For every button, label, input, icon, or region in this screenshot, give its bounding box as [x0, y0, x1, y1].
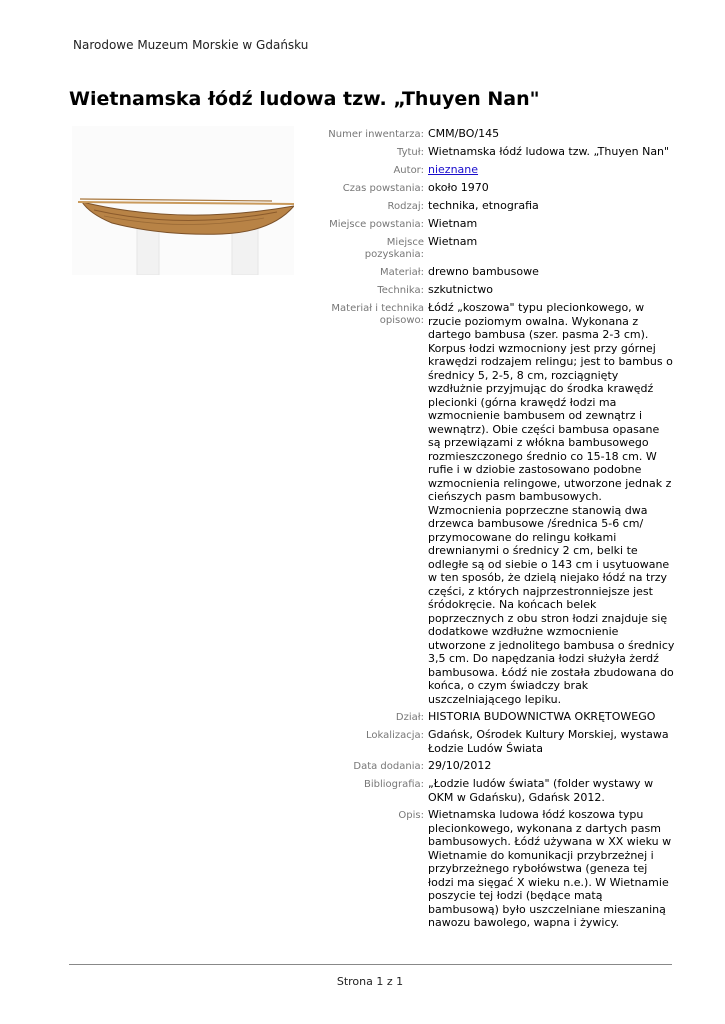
field-value: technika, etnografia	[428, 199, 539, 212]
field-value: szkutnictwo	[428, 283, 493, 296]
field-label: Numer inwentarza:	[328, 129, 424, 140]
page-number: Strona 1 z 1	[336, 975, 404, 988]
field-value: około 1970	[428, 181, 489, 194]
field-origin-place	[325, 217, 675, 231]
field-value: drewno bambusowe	[428, 265, 539, 278]
field-date	[325, 181, 675, 195]
field-value: HISTORIA BUDOWNICTWA OKRĘTOWEGO	[428, 710, 656, 723]
field-label: Rodzaj:	[387, 201, 424, 212]
field-label: Tytuł:	[397, 147, 424, 158]
field-label: Autor:	[393, 165, 424, 176]
field-value	[428, 163, 675, 177]
field-value: Wietnam	[428, 217, 478, 230]
boat-image	[72, 126, 294, 275]
field-technique	[325, 283, 675, 297]
metadata-table	[325, 127, 675, 934]
footer-divider	[69, 964, 672, 965]
field-label: Czas powstania:	[342, 183, 424, 194]
field-label: Miejsce powstania:	[329, 219, 424, 230]
field-department	[325, 710, 675, 724]
field-label: Opis:	[398, 810, 424, 821]
field-title	[325, 145, 675, 159]
author-link[interactable]: nieznane	[428, 163, 479, 176]
field-author	[325, 163, 675, 177]
field-label: Dział:	[395, 712, 424, 723]
field-type	[325, 199, 675, 213]
field-label: Materiał:	[379, 267, 424, 278]
field-label: Bibliografia:	[363, 779, 424, 790]
field-bibliography	[325, 777, 675, 804]
field-value: Wietnam	[428, 235, 478, 248]
field-material	[325, 265, 675, 279]
field-label: Data dodania:	[353, 761, 424, 772]
field-value: Łódź „koszowa" typu plecionkowego, w rzucie poziomym owalna. Wykonana z dartego bambusa (szer. pasma 2-3 cm). Korpus łodzi wzmocniony jest przy górnej krawędzi rodzajem relingu; jest to bambus o średnicy 5, 2-5, 8 cm, rozciągnięty wzdłużnie przyjmując do środka krawędź plecionki (górna krawędź łodzi ma wzmocnienie bambusem od zewnątrz i wewnątrz). Obie części bambusa opasane są przewiązami z włókna bambusowego rozmieszczonego średnio co 15-18 cm. W rufie i w dziobie zastosowano podobne wzmocnienia relingowe, utworzone jednak z cieńszych pasm bambusowych. Wzmocnienia poprzeczne stanowią dwa drzewca bambusowe /średnica 5-6 cm/ przymocowane do relingu kołkami drewnianymi o średnicy 2 cm, belki te odległe są od siebie o 143 cm i usytuowane w ten sposób, że dzielą niejako łódź na trzy części, z których najprzestronniejsze jest śródokręcie. Na końcach belek poprzecznych z obu stron łodzi znajduje się dodatkowe wzdłużne wzmocnienie utworzone z jednolitego bambusa o średnicy 3,5 cm. Do napędzania łodzi służyła żerdź bambusowa. Łódź nie została zbudowana do końca, o czym świadczy brak uszczelniającego lepiku.	[428, 301, 675, 706]
field-inventory	[325, 127, 675, 141]
field-label: Lokalizacja:	[366, 730, 424, 741]
field-date-added	[325, 759, 675, 773]
field-description	[325, 808, 675, 930]
field-label: Materiał i technika opisowo:	[331, 303, 424, 326]
field-material-description	[325, 301, 675, 706]
field-acquisition-place	[325, 235, 675, 261]
field-label: Technika:	[377, 285, 424, 296]
page-title: Wietnamska łódź ludowa tzw. „Thuyen Nan"	[69, 88, 540, 110]
field-value: Gdańsk, Ośrodek Kultury Morskiej, wystawa Łodzie Ludów Świata	[428, 728, 669, 755]
field-value: CMM/BO/145	[428, 127, 500, 140]
field-value: „Łodzie ludów świata" (folder wystawy w OKM w Gdańsku), Gdańsk 2012.	[428, 777, 654, 804]
field-label: Miejsce pozyskania:	[364, 237, 424, 260]
field-value: Wietnamska ludowa łódź koszowa typu plecionkowego, wykonana z dartych pasm bambusowych. Łódź używana w XX wieku w Wietnamie do komunikacji przybrzeżnej i przybrzeżnego rybołówstwa (geneza tej łodzi ma sięgać X wieku n.e.). W Wietnamie poszycie tej łodzi (będące matą bambusową) było uszczelniane mieszaniną nawozu bawolego, wapna i żywicy.	[428, 808, 672, 929]
field-location	[325, 728, 675, 755]
field-value: 29/10/2012	[428, 759, 492, 772]
museum-name: Narodowe Muzeum Morskie w Gdańsku	[73, 38, 309, 52]
field-value: Wietnamska łódź ludowa tzw. „Thuyen Nan"	[428, 145, 670, 158]
object-photo	[72, 126, 294, 275]
